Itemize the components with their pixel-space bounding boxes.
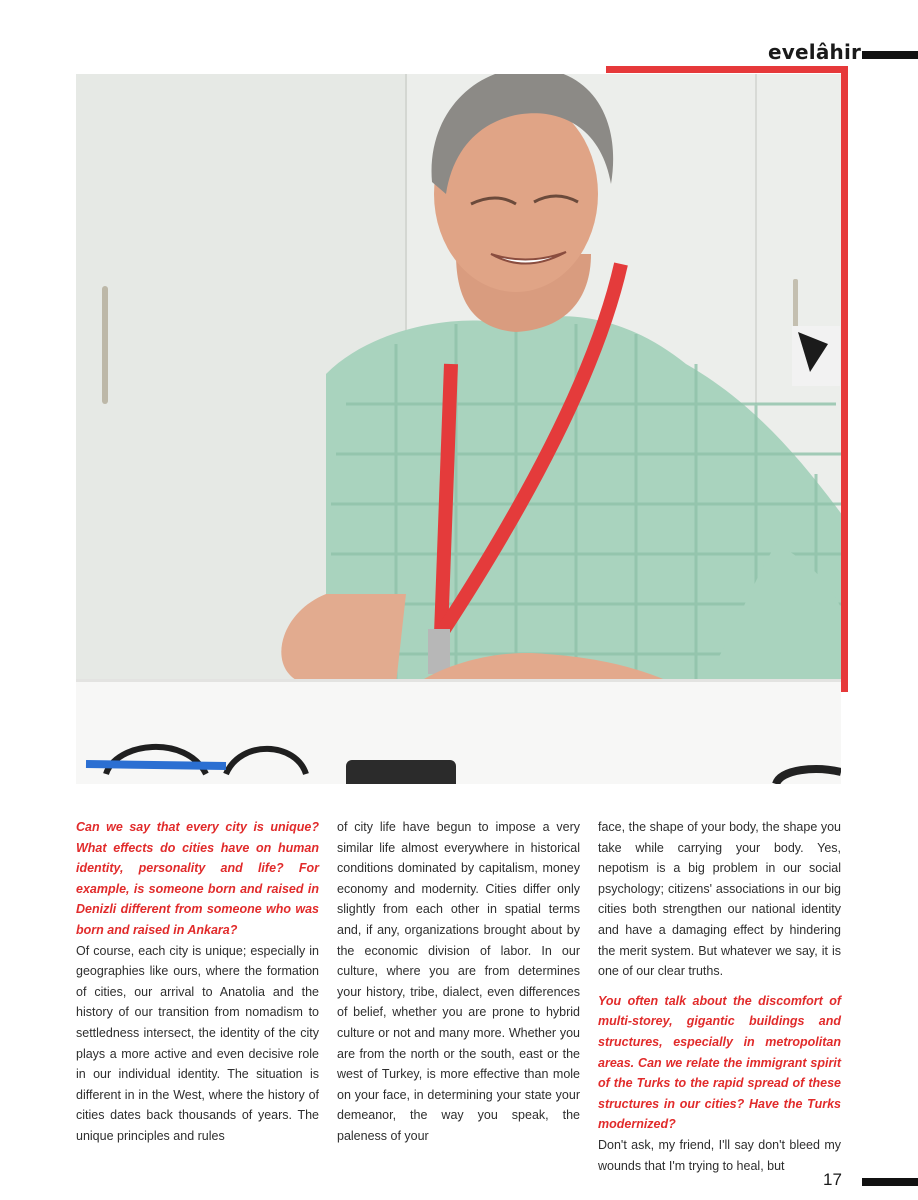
interview-answer-continued: of city life have begun to impose a very similar life almost everywhere in historical conditions dominated by capitalism, money economy and modernity. Cities differ only slightly from each other in spatial terms and, if any, organizations brought about by the economic division of labor. In our culture, where you are from determines your history, tribe, dialect, even differences of belief, whether you are prone to hybrid culture or not and many more. Whether you are from the north or the south, east or the west of Turkey, is more effective than mole on your face, in determining your state your demeanor, the way you speak, the paleness of your [337, 820, 580, 1143]
page-number: 17 [823, 1170, 842, 1189]
interview-photo [76, 74, 841, 784]
interview-question: Can we say that every city is unique? What effects do cities have on human identity, personality and life? For example, is someone born and raised in Denizli different from someone who was born and raised in Ankara? [76, 820, 319, 937]
magazine-logo: evelâhir [768, 40, 862, 64]
column-1 [76, 817, 319, 1176]
interview-question: You often talk about the discomfort of multi-storey, gigantic buildings and structures, especially in metropolitan areas. Can we relate the immigrant spirit of the Turks to the rapid spread of these structures in our cities? Have the Turks modernized? [598, 993, 841, 1132]
footer-rule [862, 1178, 918, 1186]
interview-answer: Of course, each city is unique; especially in geographies like ours, where the formation of cities, our arrival to Anatolia and the history of our transition from nomadism to settledness intersect, the identity of the city plays a more active and even decisive role in our individual identity. The situation is different in in the West, where the history of cities dates back thousands of years. The unique principles and rules [76, 943, 319, 1143]
interview-answer: Don't ask, my friend, I'll say don't bleed my wounds that I'm trying to heal, but [598, 1137, 841, 1173]
column-2 [337, 817, 580, 1176]
column-3 [598, 817, 841, 1176]
article-columns [76, 817, 841, 1176]
header-rule [862, 51, 918, 59]
interview-answer-continued: face, the shape of your body, the shape you take while carrying your body. Yes, nepotism is a big problem in our social psychology; citizens' associations in our big cities both strengthen our national identity and have a damaging effect by hindering the merit system. But whatever we say, it is one of our clear truths. [598, 820, 841, 979]
